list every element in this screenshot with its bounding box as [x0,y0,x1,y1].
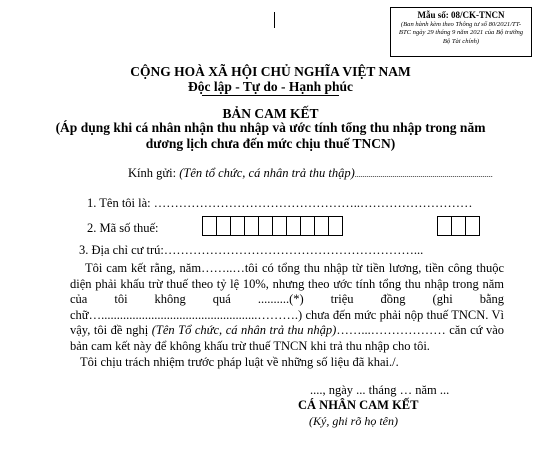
tax-code-cell [230,216,245,236]
form-number-box [390,7,532,57]
tax-code-cell [244,216,259,236]
motto-underline [202,95,339,96]
responsibility-paragraph: Tôi chịu trách nhiệm trước pháp luật về những số liệu đã khai./. [80,355,399,369]
subtitle-line-2: dương lịch chưa đến mức chịu thuế TNCN) [145,136,396,151]
recipient-placeholder: (Tên tổ chức, cá nhân trả thu thập) [179,166,355,180]
recipient-label: Kính gửi: [128,166,180,180]
tax-code-cell [451,216,466,236]
tax-code-label: 2. Mã số thuế: [87,221,159,235]
commitment-paragraph [70,261,504,355]
payer-placeholder: (Tên Tổ chức, cá nhân trả thu nhập) [151,323,337,338]
tax-code-cell [272,216,287,236]
form-legal-note: (Ban hành kèm theo Thông tư số 80/2021/TT-BTC ngày 29 tháng 9 năm 2021 của Bộ trưởng Bộ Tài chính) [398,21,524,45]
text-cursor [274,12,275,28]
tax-code-cell [258,216,273,236]
name-field: 1. Tên tôi là: …………………………………………..……………………… [87,196,473,210]
subtitle-line-1: (Áp dụng khi cá nhân nhận thu nhập và ước tính tổng thu nhập trong năm [55,120,486,135]
form-code: Mẫu số: 08/CK-TNCN [417,10,505,20]
recipient-line [128,166,493,181]
tax-code-cell [314,216,329,236]
tax-code-cell [300,216,315,236]
signer-title: CÁ NHÂN CAM KẾT [298,398,419,412]
tax-code-cell [437,216,452,236]
signature-date: ...., ngày ... tháng … năm ... [310,383,450,397]
tax-code-cell [216,216,231,236]
national-motto: Độc lập - Tự do - Hạnh phúc [187,79,354,94]
tax-code-cell [465,216,480,236]
tax-code-cell [328,216,343,236]
tax-code-boxes-main [203,216,343,236]
tax-code-boxes-suffix [438,216,480,236]
recipient-dots: ..................................................................... [354,170,493,179]
commitment-text-a: Tôi cam kết rằng, năm……..…tôi có tổng thu nhập từ tiền lương, tiền công thuộc diện phải khấu trừ thuế theo tỷ lệ 10%, nhưng theo ước tính tổng thu nhập trong năm của tôi không quá ..........(*) triệu đồng (ghi bằng chữ…..................................................……….) chưa đến mức phải nộp thuế TNCN. Vì vậy, tôi đề nghị [70,261,504,338]
commitment-text-b: ……...……………… căn cứ vào bản cam kết này để không khấu trừ thuế TNCN khi trả thu nhập cho tôi. [70,323,505,353]
tax-code-cell [286,216,301,236]
signature-hint: (Ký, ghi rõ họ tên) [309,414,398,428]
document-subtitle [0,120,541,152]
national-title: CỘNG HOÀ XÃ HỘI CHỦ NGHĨA VIỆT NAM [130,64,411,79]
document-title: BẢN CAM KẾT [222,106,319,121]
address-field: 3. Địa chỉ cư trú:……………………………………………………... [79,243,424,257]
tax-code-cell [202,216,217,236]
